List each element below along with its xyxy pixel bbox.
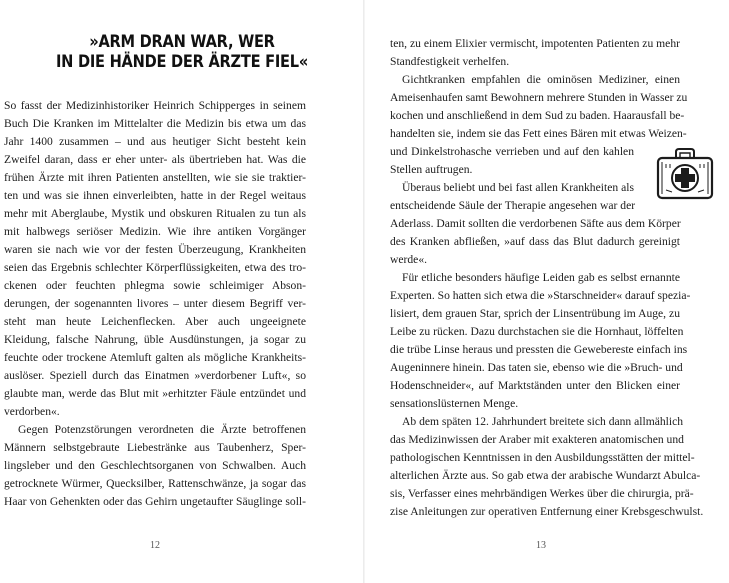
text-line: Ameisenhaufen samt Bewohnern mehrere Stunden in Wasser zu — [390, 91, 688, 104]
page-number: 12 — [150, 540, 160, 551]
text-line: Hodenschneider«, auf Marktständen unter den Blicken einer — [390, 379, 680, 392]
text-line: feuchte oder trockene Atemluft galten als mögliche Krankheits- — [4, 351, 306, 364]
text-line: auslöser. Speziell durch das Einatmen »verdorbener Luft«, so — [4, 369, 306, 382]
text-line: So fasst der Medizinhistoriker Heinrich Schipperges in seinem — [4, 99, 306, 112]
text-line: Für etliche besonders häufige Leiden gab es selbst ernannte — [402, 271, 680, 284]
text-line: glaubte man, werde das Blut mit »erhitzter Fäule entzündet und — [4, 387, 306, 400]
text-line: handelten sie, indem sie das Fett eines Bären mit etwas Weizen- — [390, 127, 687, 140]
text-line: die trübe Linse heraus und pressten die Gewebereste einfach ins — [390, 343, 688, 356]
text-line: sis, Verfasser eines mehrbändigen Werkes über die chirurgia, prä- — [390, 487, 694, 500]
text-line: Kleidung, falsche Nahrung, üble Ausdünstungen, ja sogar zu — [4, 333, 306, 346]
text-line: Jahr 1400 zusammen – und aus heutiger Sicht besteht kein — [4, 135, 306, 148]
text-line: Stellen auftrugen. — [390, 163, 473, 176]
chapter-title-line-1: »ARM DRAN WAR, WER — [89, 32, 275, 52]
text-line: Experten. So hatten sich etwa die »Starschneider« darauf spezia- — [390, 289, 691, 302]
page-number: 13 — [536, 540, 546, 551]
text-line: Zweifel daran, dass er eher unter- als übertrieben hat. Was die — [4, 153, 306, 166]
text-line: und Dinkelstrohasche verrieben und auf den kahlen — [390, 145, 634, 158]
text-line: Buch Die Kranken im Mittelalter die Medizin bis etwa um das — [4, 117, 306, 130]
text-line: Gichtkranken empfahlen die ominösen Mediziner, einen — [402, 73, 680, 86]
text-line: ten, zu einem Elixier vermischt, impotenten Patienten zu mehr — [390, 37, 680, 50]
text-line: derungen, der sogenannten livores – unter diesem Begriff ver- — [4, 297, 306, 310]
text-line: waren sie nach wie vor der festen Überzeugung, Krankheiten — [4, 243, 306, 256]
text-line: lingsleber und den Geschlechtsorganen von Schwalben. Auch — [4, 459, 306, 472]
medical-kit-icon — [652, 142, 718, 208]
text-line: Augeninnere hinein. Das taten sie, ebenso wie die »Bruch- und — [390, 361, 683, 374]
text-line: kochen und anschließend in dem Sud zu baden. Haarausfall be- — [390, 109, 685, 122]
text-line: steht man heute Leichenflecken. Aber auch ungeeignete — [4, 315, 306, 328]
left-page — [0, 0, 364, 583]
text-line: getrocknete Würmer, Quecksilber, Rattenschwänze, ja sogar das — [4, 477, 306, 490]
text-line: verdorben«. — [4, 405, 60, 418]
text-line: alterlichen Ärzte aus. So gab etwa der arabische Wundarzt Abulca- — [390, 469, 701, 482]
text-line: Leibe zu rücken. Dazu durchstachen sie die Hornhaut, löffelten — [390, 325, 684, 338]
text-line: frühen Ärzte mit ihren Patienten anstellten, wie sie sie traktier- — [4, 171, 306, 184]
text-line: Aderlass. Damit sollten die verdorbenen Säfte aus dem Körper — [390, 217, 681, 230]
chapter-title-line-2: IN DIE HÄNDE DER ÄRZTE FIEL« — [55, 52, 309, 72]
text-line: mehr mit Aberglaube, Mystik und obskuren Ritualen zu tun als — [4, 207, 306, 220]
text-line: das Medizinwissen der Araber mit exakteren anatomischen und — [390, 433, 684, 446]
text-line: entscheidende Säule der Therapie angesehen war der — [390, 199, 636, 212]
right-page — [364, 0, 729, 583]
text-line: Ab dem späten 12. Jahrhundert breitete sich dann allmählich — [402, 415, 684, 428]
text-line: lisiert, dem grauen Star, sprich der Linsentrübung im Auge, zu — [390, 307, 680, 320]
text-line: pathologischen Kenntnissen in den Ausbildungsstätten der mittel- — [390, 451, 695, 464]
text-line: sensationslüsternen Menge. — [390, 397, 519, 410]
text-line: ckenen oder feuchten phlegma sowie schleimiger Abson- — [4, 279, 306, 292]
text-line: mit halbwegs seriöser Medizin. Wie ihre antiken Vorgänger — [4, 225, 306, 238]
text-line: Männern selbstgebraute Liebestränke aus Taubenherz, Sper- — [4, 441, 306, 454]
text-line: zise Anleitungen zur operativen Entfernung einer Krebsgeschwulst. — [390, 505, 704, 518]
text-line: Standfestigkeit verhelfen. — [390, 55, 510, 68]
text-line: Haar von Gehenkten oder das Gehirn ungetaufter Säuglinge soll- — [4, 495, 306, 508]
text-line: des Kranken abfließen, »auf dass das Blut dadurch gereinigt — [390, 235, 680, 248]
text-line: Überaus beliebt und bei fast allen Krankheiten als — [402, 181, 634, 194]
text-line: seien das Ergebnis schlechter Körperflüssigkeiten, etwa des tro- — [4, 261, 306, 274]
text-line: ten und was sie ihnen einverleibten, hatte in der Regel weitaus — [4, 189, 306, 202]
text-line: werde«. — [390, 253, 428, 266]
text-line: Gegen Potenzstörungen verordneten die Ärzte betroffenen — [18, 423, 306, 436]
